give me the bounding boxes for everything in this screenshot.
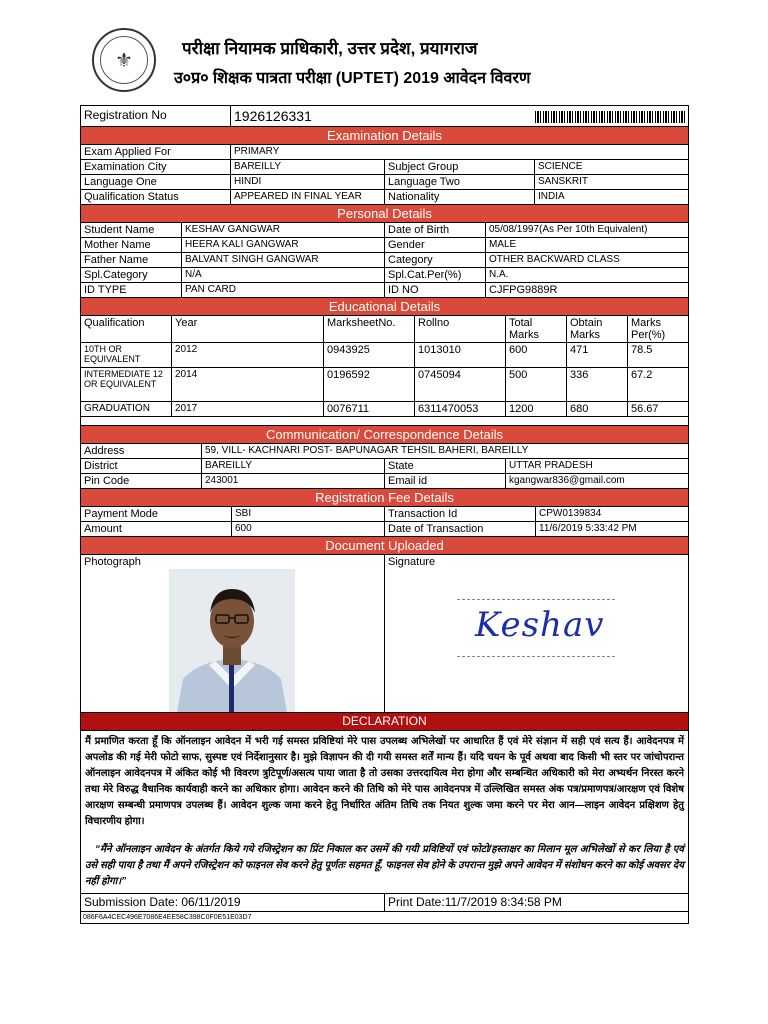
edu-cell: 2014 [172, 368, 324, 401]
edu-header-qualification: Qualification [81, 316, 172, 342]
edu-cell: 336 [567, 368, 628, 401]
education-row [81, 402, 688, 417]
footer-row [81, 894, 688, 912]
id-no-label: ID NO [385, 283, 486, 297]
exam-applied-label: Exam Applied For [81, 145, 231, 159]
section-personal: Personal Details [81, 205, 688, 223]
edu-cell: GRADUATION [81, 402, 172, 416]
section-fee: Registration Fee Details [81, 489, 688, 507]
transaction-id-label: Transaction Id [385, 507, 536, 521]
candidate-photo [169, 569, 295, 712]
page-header [92, 28, 692, 100]
signature-text: Keshav [475, 605, 605, 645]
signature-box [385, 569, 688, 712]
exam-row-3 [81, 175, 688, 190]
submission-date: Submission Date: 06/11/2019 [81, 894, 385, 911]
photograph-label: Photograph [84, 556, 141, 568]
language-one-value: HINDI [231, 175, 385, 189]
transaction-date-value: 11/6/2019 5:33:42 PM [539, 523, 637, 534]
comm-row-3 [81, 474, 688, 489]
student-name-value: KESHAV GANGWAR [182, 223, 385, 237]
candidate-photo-image [169, 569, 295, 712]
signature-label: Signature [388, 556, 436, 568]
subject-group-label: Subject Group [385, 160, 535, 174]
edu-cell: 67.2 [631, 369, 653, 381]
registration-value-cell [231, 106, 688, 126]
language-one-label: Language One [81, 175, 231, 189]
application-sheet [80, 105, 689, 924]
nationality-label: Nationality [385, 190, 535, 204]
edu-cell: 500 [506, 368, 567, 401]
edu-header-year: Year [172, 316, 324, 342]
fee-row-2 [81, 522, 688, 537]
dob-value: 05/08/1997(As Per 10th Equivalent) [489, 224, 648, 235]
document-hash: 086F6A4CEC496E7086E4EE58C398C0F0E51E03D7 [83, 914, 252, 921]
pin-code-label: Pin Code [81, 474, 202, 488]
declaration-paragraph-1: मैं प्रमाणित करता हूँ कि ऑनलाइन आवेदन में भरी गई समस्त प्रविष्टियां मेरे पास उपलब्ध अभिलेखों पर आधारित हैं एवं मेरे संज्ञान में सही एवं सत्य हैं। आवेदनपत्र में अपलोड की गई मेरी फोटो साफ, सुस्पष्ट एवं निर्देशानुसार है। मुझे विज्ञापन की दी गयी समस्त शर्तें मान्य हैं। यदि चयन के पूर्व अथवा बाद किसी भी स्तर पर जांचोपरान्त ऑनलाइन आवेदनपत्र में अंकित कोई भी विवरण त्रुटिपूर्ण/असत्य पाया जाता है तो उसका उत्तरदायित्व मेरा होगा और सम्बन्धित अधिकारी को मेरा अभ्यर्थन निरस्त करने तथा मेरे विरुद्ध वैधानिक कार्यवाही करने का अधिकार होगा। आवेदन करने की तिथि को मेरे पास आवेदनपत्र में उल्लिखित समस्त अंक पत्र/प्रमाणपत्र/आरक्षण एवं विशेष आरक्षण सम्बन्धी प्रमाणपत्र उपलब्ध हैं। आवेदन शुल्क जमा करने हेतु निर्धारित अंतिम तिथि तक नियत शुल्क जमा करने पर मेरा आन—लाइन आवेदन प्रक्षिशण हेतु विचारणीय होगा। [85, 736, 684, 827]
comm-row-2 [81, 459, 688, 474]
state-label: State [385, 459, 506, 473]
documents-row [81, 555, 688, 713]
amount-value: 600 [232, 522, 385, 536]
edu-cell: 1013010 [415, 343, 506, 367]
edu-header-rollno: Rollno [415, 316, 506, 342]
signature-cell [385, 555, 688, 712]
exam-city-label: Examination City [81, 160, 231, 174]
edu-cell: 2017 [172, 402, 324, 416]
print-date: Print Date:11/7/2019 8:34:58 PM [388, 895, 562, 909]
personal-row-4 [81, 268, 688, 283]
section-exam: Examination Details [81, 127, 688, 145]
emblem-icon: ⚜ [100, 36, 148, 84]
district-value: BAREILLY [202, 459, 385, 473]
section-declaration: DECLARATION [81, 713, 688, 731]
spl-category-value: N/A [182, 268, 385, 282]
education-row [81, 343, 688, 368]
spl-cat-per-label: Spl.Cat.Per(%) [385, 268, 486, 282]
edu-cell: 0745094 [415, 368, 506, 401]
edu-cell: 471 [567, 343, 628, 367]
edu-header-obtain-marks: Obtain Marks [567, 316, 628, 342]
gender-label: Gender [385, 238, 486, 252]
father-name-value: BALVANT SINGH GANGWAR [182, 253, 385, 267]
edu-cell: 10TH OR EQUIVALENT [81, 343, 172, 367]
father-name-label: Father Name [81, 253, 182, 267]
mother-name-label: Mother Name [81, 238, 182, 252]
id-no-value: CJFPG9889R [489, 284, 558, 296]
edu-cell: 600 [506, 343, 567, 367]
edu-cell: 6311470053 [415, 402, 506, 416]
spl-category-label: Spl.Category [81, 268, 182, 282]
pin-code-value: 243001 [202, 474, 385, 488]
photograph-cell [81, 555, 385, 712]
transaction-id-value: CPW0139834 [539, 508, 602, 519]
education-row [81, 368, 688, 402]
subject-group-value: SCIENCE [538, 161, 583, 172]
edu-header-marksheet: MarksheetNo. [324, 316, 415, 342]
exam-applied-value: PRIMARY [234, 146, 280, 157]
address-value: 59, VILL- KACHNARI POST- BAPUNAGAR TEHSIL BAHERI, BAREILLY [205, 445, 529, 456]
edu-header-total-marks: Total Marks [506, 316, 567, 342]
spacer [81, 417, 688, 426]
edu-cell: 78.5 [631, 344, 653, 356]
comm-row-1 [81, 444, 688, 459]
section-education: Educational Details [81, 298, 688, 316]
form-title: उ०प्र० शिक्षक पात्रता परीक्षा (UPTET) 2019 आवेदन विवरण [174, 70, 531, 87]
exam-row-1 [81, 145, 688, 160]
registration-row [81, 106, 688, 127]
fee-row-1 [81, 507, 688, 522]
language-two-label: Language Two [385, 175, 535, 189]
qualification-status-label: Qualification Status [81, 190, 231, 204]
edu-cell: 0076711 [324, 402, 415, 416]
declaration-paragraph-2: “मैंने ऑनलाइन आवेदन के अंतर्गत किये गये रजिस्ट्रेशन का प्रिंट निकाल कर उसमें की गयी प्रविष्टियों एवं फोटो/हस्ताक्षर का मिलान मूल अभिलेखों से कर लिया है एवं उसे सही पाया है तथा मैं अपने रजिस्ट्रेशन को फाइनल सेव करने हेतु पूर्णतः सहमत हूँ, फाइनल सेव होने के उपरान्त मुझे अपने आवेदन में संशोधन करने का कोई अवसर देय नहीं होगा।” [85, 844, 684, 887]
section-communication: Communication/ Correspondence Details [81, 426, 688, 444]
address-label: Address [81, 444, 202, 458]
education-header-row [81, 316, 688, 343]
edu-cell: INTERMEDIATE 12 OR EQUIVALENT [81, 368, 172, 401]
id-type-value: PAN CARD [182, 283, 385, 297]
exam-city-value: BAREILLY [231, 160, 385, 174]
personal-row-3 [81, 253, 688, 268]
spl-cat-per-value: N.A. [489, 269, 509, 280]
personal-row-5 [81, 283, 688, 298]
amount-label: Amount [81, 522, 232, 536]
signature-image [457, 599, 615, 657]
board-title: परीक्षा नियामक प्राधिकारी, उत्तर प्रदेश, प्रयागराज [182, 39, 478, 58]
nationality-value: INDIA [538, 191, 565, 202]
edu-cell: 680 [567, 402, 628, 416]
email-value: kgangwar836@gmail.com [509, 475, 625, 486]
up-emblem-logo [92, 28, 156, 92]
id-type-label: ID TYPE [81, 283, 182, 297]
edu-cell: 0196592 [324, 368, 415, 401]
email-label: Email id [385, 474, 506, 488]
section-documents: Document Uploaded [81, 537, 688, 555]
district-label: District [81, 459, 202, 473]
personal-row-1 [81, 223, 688, 238]
photo-box [81, 569, 384, 712]
edu-cell: 2012 [172, 343, 324, 367]
payment-mode-value: SBI [232, 507, 385, 521]
gender-value: MALE [489, 239, 517, 250]
dob-label: Date of Birth [385, 223, 486, 237]
edu-header-marks-per: Marks Per(%) [631, 317, 666, 341]
registration-number: 1926126331 [234, 108, 312, 124]
language-two-value: SANSKRIT [538, 176, 589, 187]
registration-label: Registration No [81, 106, 231, 126]
personal-row-2 [81, 238, 688, 253]
qualification-status-value: APPEARED IN FINAL YEAR [231, 190, 385, 204]
exam-row-4 [81, 190, 688, 205]
category-value: OTHER BACKWARD CLASS [489, 254, 620, 265]
student-name-label: Student Name [81, 223, 182, 237]
barcode [535, 111, 685, 123]
category-label: Category [385, 253, 486, 267]
exam-row-2 [81, 160, 688, 175]
declaration-text [81, 731, 688, 894]
edu-cell: 0943925 [324, 343, 415, 367]
state-value: UTTAR PRADESH [509, 460, 593, 471]
mother-name-value: HEERA KALI GANGWAR [182, 238, 385, 252]
edu-cell: 56.67 [631, 403, 659, 415]
transaction-date-label: Date of Transaction [385, 522, 536, 536]
payment-mode-label: Payment Mode [81, 507, 232, 521]
edu-cell: 1200 [506, 402, 567, 416]
